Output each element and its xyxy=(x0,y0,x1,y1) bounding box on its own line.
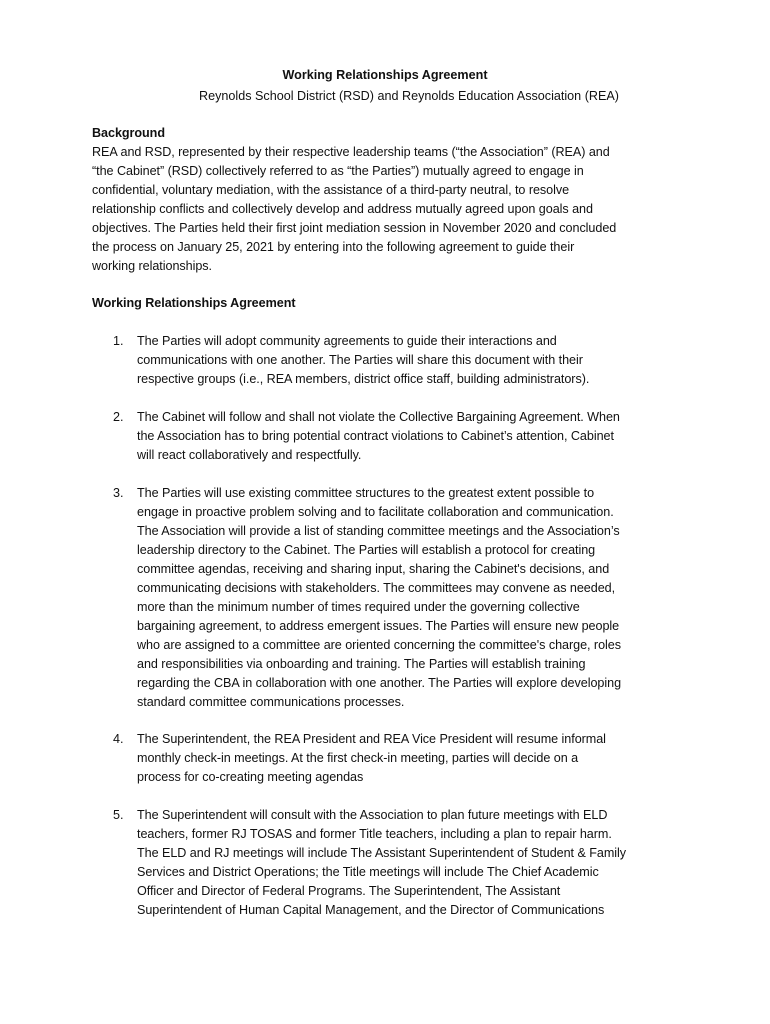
item-line: teachers, former RJ TOSAS and former Title teachers, including a plan to repair harm. xyxy=(137,827,612,841)
document-subtitle: Reynolds School District (RSD) and Reynolds Education Association (REA) xyxy=(199,89,619,103)
background-line: the process on January 25, 2021 by entering into the following agreement to guide their xyxy=(92,240,575,254)
background-line: working relationships. xyxy=(92,259,212,273)
item-line: The Parties will use existing committee structures to the greatest extent possible to xyxy=(137,486,595,500)
item-line: Superintendent of Human Capital Management, and the Director of Communications xyxy=(137,903,605,917)
item-line: engage in proactive problem solving and to facilitate collaboration and communication. xyxy=(137,505,614,519)
item-line: process for co-creating meeting agendas xyxy=(137,770,364,784)
item-line: and responsibilities via onboarding and training. The Parties will establish training xyxy=(137,657,586,671)
item-line: The Parties will adopt community agreements to guide their interactions and xyxy=(137,334,557,348)
item-line: monthly check-in meetings. At the first check-in meeting, parties will decide on a xyxy=(137,751,579,765)
item-line: Services and District Operations; the Title meetings will include The Chief Academic xyxy=(137,865,599,879)
item-line: will react collaboratively and respectfully. xyxy=(137,448,362,462)
background-line: objectives. The Parties held their first joint mediation session in November 2020 and concluded xyxy=(92,221,617,235)
item-line: committee agendas, receiving and sharing input, sharing the Cabinet's decisions, and xyxy=(137,562,610,576)
item-line: respective groups (i.e., REA members, district office staff, building administrators). xyxy=(137,372,590,386)
background-line: confidential, voluntary mediation, with the assistance of a third-party neutral, to resolve xyxy=(92,183,570,197)
item-number: 5. xyxy=(113,808,124,822)
item-line: Officer and Director of Federal Programs. The Superintendent, The Assistant xyxy=(137,884,561,898)
item-line: leadership directory to the Cabinet. The Parties will establish a protocol for creating xyxy=(137,543,596,557)
item-line: the Association has to bring potential contract violations to Cabinet’s attention, Cabinet xyxy=(137,429,614,443)
item-line: The Association will provide a list of standing committee meetings and the Association’s xyxy=(137,524,620,538)
item-number: 3. xyxy=(113,486,124,500)
item-number: 4. xyxy=(113,732,124,746)
background-line: “the Cabinet” (RSD) collectively referred to as “the Parties”) mutually agreed to engage in xyxy=(92,164,584,178)
item-line: The Superintendent will consult with the Association to plan future meetings with ELD xyxy=(137,808,608,822)
agreement-heading: Working Relationships Agreement xyxy=(92,296,296,310)
item-line: The Superintendent, the REA President and REA Vice President will resume informal xyxy=(137,732,606,746)
item-line: communications with one another. The Parties will share this document with their xyxy=(137,353,583,367)
item-line: standard committee communications processes. xyxy=(137,695,405,709)
item-number: 2. xyxy=(113,410,124,424)
item-line: bargaining agreement, to address emergent issues. The Parties will ensure new people xyxy=(137,619,620,633)
item-number: 1. xyxy=(113,334,124,348)
item-line: communicating decisions with stakeholders. The committees may convene as needed, xyxy=(137,581,616,595)
background-line: REA and RSD, represented by their respective leadership teams (“the Association” (REA) and xyxy=(92,145,610,159)
background-line: relationship conflicts and collectively develop and address mutually agreed upon goals and xyxy=(92,202,593,216)
item-line: who are assigned to a committee are oriented concerning the committee's charge, roles xyxy=(137,638,621,652)
item-line: The Cabinet will follow and shall not violate the Collective Bargaining Agreement. When xyxy=(137,410,620,424)
background-heading: Background xyxy=(92,126,165,140)
item-line: regarding the CBA in collaboration with one another. The Parties will explore developing xyxy=(137,676,622,690)
item-line: The ELD and RJ meetings will include The Assistant Superintendent of Student & Family xyxy=(137,846,627,860)
item-line: more than the minimum number of times required under the governing collective xyxy=(137,600,580,614)
document-title: Working Relationships Agreement xyxy=(282,68,488,82)
